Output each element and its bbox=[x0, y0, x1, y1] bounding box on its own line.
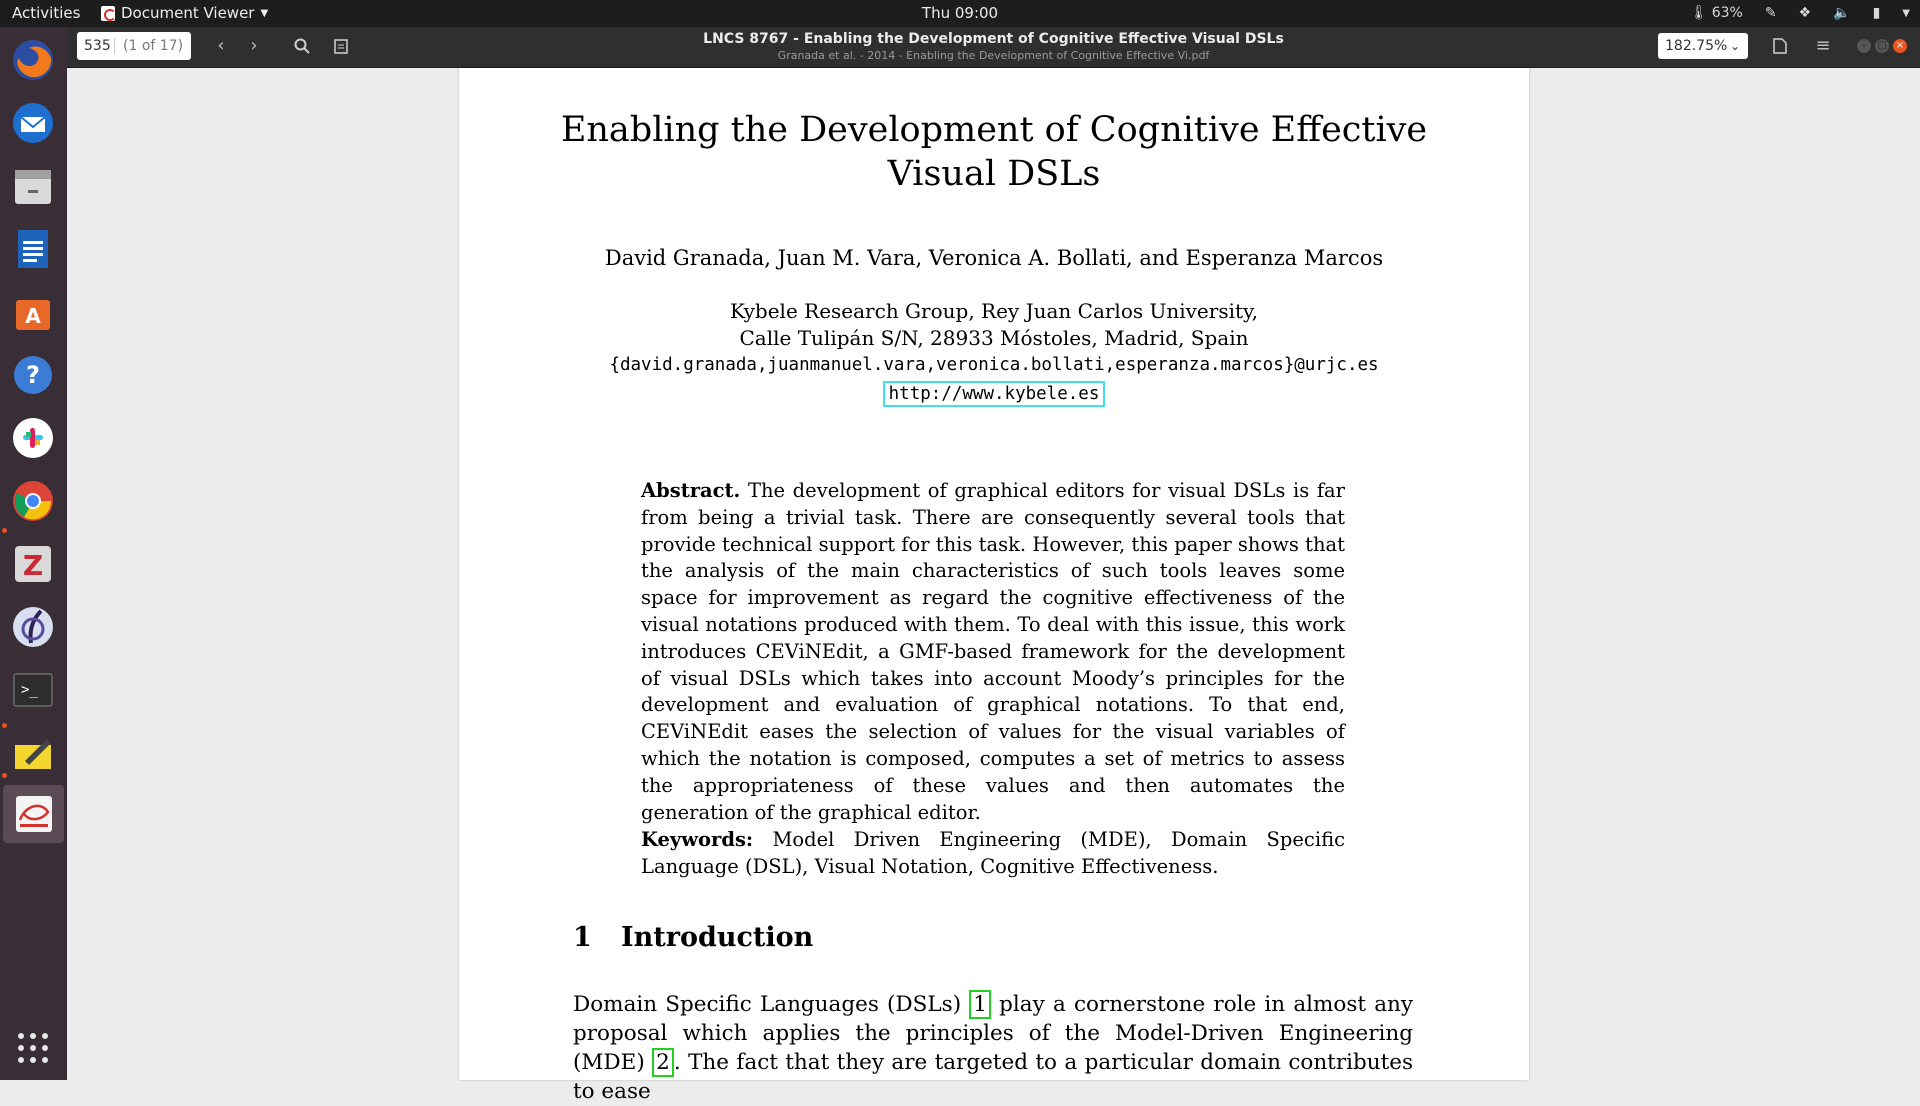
minimize-button[interactable] bbox=[1857, 39, 1871, 53]
system-menu-chevron-icon[interactable]: ▼ bbox=[1902, 8, 1910, 19]
close-button[interactable] bbox=[1893, 39, 1907, 53]
zoom-select[interactable] bbox=[1658, 33, 1748, 59]
text-editor-launcher[interactable] bbox=[9, 729, 57, 777]
files-launcher[interactable] bbox=[9, 162, 57, 210]
main-menu-button[interactable] bbox=[1811, 34, 1835, 58]
temperature-icon[interactable]: 🌡 63% bbox=[1689, 5, 1743, 21]
zotero-launcher[interactable] bbox=[9, 540, 57, 588]
app-menu-label: Document Viewer bbox=[121, 4, 255, 22]
eclipse-launcher[interactable] bbox=[9, 603, 57, 651]
keywords-text: Model Driven Engineering (MDE), Domain Specific Language (DSL), Visual Notation, Cognitive Effectiveness. bbox=[641, 828, 1345, 878]
window-subtitle: Granada et al. - 2014 - Enabling the Development of Cognitive Effective Vi.pdf bbox=[777, 49, 1210, 62]
abstract-label: Abstract. bbox=[641, 479, 741, 502]
minimize-icon: – bbox=[1861, 40, 1867, 51]
keywords-label: Keywords: bbox=[641, 828, 754, 851]
dropbox-icon[interactable]: ❖ bbox=[1798, 5, 1812, 21]
running-indicator bbox=[2, 723, 7, 728]
kybele-link[interactable]: http://www.kybele.es bbox=[883, 381, 1106, 407]
slack-launcher[interactable] bbox=[9, 414, 57, 462]
running-indicator bbox=[2, 773, 7, 778]
apps-grid-icon bbox=[15, 1030, 51, 1066]
volume-icon[interactable]: 🔈 bbox=[1833, 5, 1851, 21]
help-icon bbox=[11, 353, 55, 397]
show-applications-button[interactable] bbox=[9, 1024, 57, 1072]
document-viewer-icon bbox=[101, 6, 115, 21]
section-heading bbox=[573, 922, 813, 953]
chrome-icon bbox=[11, 479, 55, 523]
intro-paragraph bbox=[573, 990, 1413, 1106]
writer-icon bbox=[11, 227, 55, 271]
affiliation-line: Kybele Research Group, Rey Juan Carlos University, bbox=[729, 299, 1259, 323]
eclipse-icon bbox=[11, 605, 55, 649]
paper-title-line: Visual DSLs bbox=[887, 154, 1101, 194]
document-icon bbox=[1773, 38, 1787, 54]
chevron-left-icon: ‹ bbox=[217, 35, 225, 56]
document-viewer-icon bbox=[12, 792, 56, 836]
text-editor-icon bbox=[11, 731, 55, 775]
keywords bbox=[641, 826, 1345, 880]
view-mode-button[interactable] bbox=[1768, 34, 1792, 58]
hamburger-menu-icon: ≡ bbox=[1815, 35, 1831, 56]
slack-icon bbox=[11, 416, 55, 460]
intro-text: Domain Specific Languages (DSLs) bbox=[573, 992, 962, 1017]
thunderbird-icon bbox=[11, 101, 55, 145]
citation-link[interactable]: 2 bbox=[652, 1048, 674, 1077]
chevron-down-icon: ▼ bbox=[260, 8, 269, 19]
firefox-launcher[interactable] bbox=[9, 36, 57, 84]
svg-text:Z: Z bbox=[22, 549, 44, 582]
affiliation-line: Calle Tulipán S/N, 28933 Móstoles, Madrid, Spain bbox=[739, 326, 1249, 350]
abstract bbox=[641, 478, 1345, 826]
paper-authors: David Granada, Juan M. Vara, Veronica A. Bollati, and Esperanza Marcos bbox=[604, 246, 1384, 270]
window-title: LNCS 8767 - Enabling the Development of Cognitive Effective Visual DSLs bbox=[703, 31, 1284, 47]
document-viewer-launcher[interactable] bbox=[3, 785, 64, 843]
battery-percent: 63% bbox=[1711, 5, 1743, 21]
author-emails: {david.granada,juanmanuel.vara,veronica.bollati,esperanza.marcos}@urjc.es bbox=[609, 355, 1379, 375]
thunderbird-launcher[interactable] bbox=[9, 99, 57, 147]
writer-launcher[interactable] bbox=[9, 225, 57, 273]
battery-icon[interactable]: ▮ bbox=[1872, 5, 1881, 21]
svg-text:?: ? bbox=[26, 361, 40, 389]
svg-text:A: A bbox=[25, 304, 41, 328]
close-icon: × bbox=[1895, 40, 1905, 51]
dock bbox=[0, 27, 67, 1080]
svg-text:>_: >_ bbox=[21, 682, 38, 698]
maximize-button[interactable] bbox=[1875, 39, 1889, 53]
citation-link[interactable]: 1 bbox=[969, 990, 991, 1019]
firefox-icon bbox=[11, 38, 55, 82]
page-count-label: (1 of 17) bbox=[123, 38, 184, 54]
software-launcher[interactable] bbox=[9, 288, 57, 336]
paper-title-line: Enabling the Development of Cognitive Effective bbox=[560, 110, 1428, 150]
clock[interactable]: Thu 09:00 bbox=[921, 4, 999, 22]
intro-text: play a cornerstone role in almost any proposal which applies the principles of the Model-Driven Engineering (MDE) bbox=[573, 992, 1414, 1075]
document-viewport[interactable] bbox=[67, 68, 1920, 1104]
page-number-input[interactable]: 535 bbox=[77, 38, 115, 54]
files-icon bbox=[11, 164, 55, 208]
terminal-icon bbox=[11, 668, 55, 712]
terminal-launcher[interactable] bbox=[9, 666, 57, 714]
zoom-value: 182.75% bbox=[1665, 38, 1728, 54]
chrome-launcher[interactable] bbox=[9, 477, 57, 525]
zotero-icon bbox=[11, 542, 55, 586]
chevron-down-icon: ⌄ bbox=[1729, 39, 1740, 53]
section-title: Introduction bbox=[621, 922, 814, 953]
notes-icon[interactable]: ✎ bbox=[1764, 5, 1777, 21]
help-launcher[interactable] bbox=[9, 351, 57, 399]
top-bar bbox=[0, 0, 1920, 27]
activities-button[interactable]: Activities bbox=[12, 4, 81, 22]
pdf-page bbox=[459, 68, 1529, 1104]
header-bar bbox=[67, 27, 1920, 68]
software-icon bbox=[11, 290, 55, 334]
running-indicator bbox=[2, 528, 7, 533]
intro-text: . The fact that they are targeted to a particular domain contributes to ease bbox=[573, 1050, 1413, 1104]
app-menu[interactable] bbox=[101, 0, 268, 27]
paper-title bbox=[459, 108, 1529, 196]
maximize-icon: □ bbox=[1877, 40, 1887, 51]
chevron-right-icon: › bbox=[250, 35, 258, 56]
section-number: 1 bbox=[573, 922, 592, 953]
abstract-text: The development of graphical editors for visual DSLs is far from being a trivial task. There are consequently several tools that provide technical support for this task. However, this paper shows that the analysis of the main characteristics of such tools leaves some space for improvement as regard the cognitive effectiveness of the visual notations produced with them. To deal with this issue, this work introduces CEViNEdit, a GMF-based framework for the development of visual DSLs which takes into account Moody’s principles for the development and evaluation of graphical notations. To that end, CEViNEdit eases the selection of values for the visual variables of which the notation is composed, computes a set of metrics to assess the appropriateness of these values and then automates the generation of the graphical editor. bbox=[641, 479, 1345, 824]
